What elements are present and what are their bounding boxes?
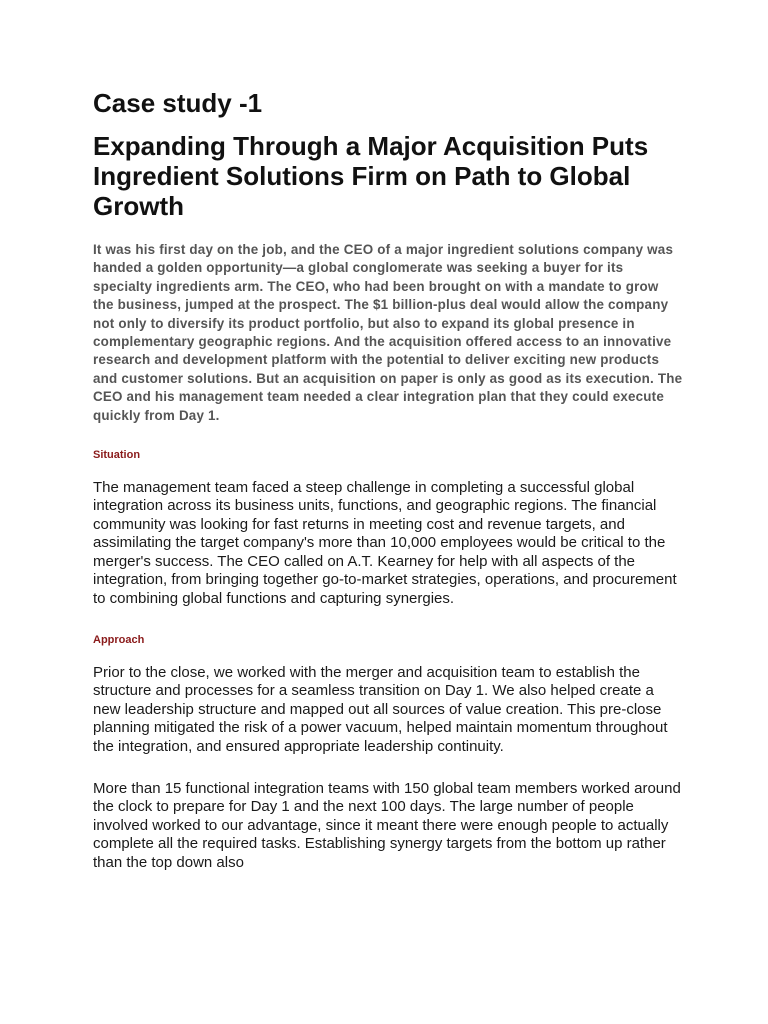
case-study-title: Case study -1: [93, 88, 263, 118]
approach-paragraph-2: More than 15 functional integration teams with 150 global team members worked around the clock to prepare for Day 1 and the next 100 days. The large number of people involved worked to our advantage, since it meant there were enough people to actually complete all the required tasks. Establishing synergy targets from the bottom up rather than the top down also: [93, 779, 681, 871]
lead-paragraph: It was his first day on the job, and the CEO of a major ingredient solutions company was handed a golden opportunity—a global conglomerate was seeking a buyer for its specialty ingredients arm. The CEO, who had been brought on with a mandate to grow the business, jumped at the prospect. The $1 billion-plus deal would allow the company not only to diversify its product portfolio, but also to expand its global presence in complementary geographic regions. And the acquisition offered access to an innovative research and development platform with the potential to deliver exciting new products and customer solutions. But an acquisition on paper is only as good as its execution. The CEO and his management team needed a clear integration plan that they could execute quickly from Day 1.: [93, 242, 683, 423]
document-page: [93, 86, 683, 872]
approach-paragraph-1: Prior to the close, we worked with the merger and acquisition team to establish the structure and processes for a seamless transition on Day 1. We also helped create a new leadership structure and mapped out all sources of value creation. This pre-close planning mitigated the risk of a power vacuum, helped maintain momentum throughout the integration, and ensured appropriate leadership continuity.: [93, 663, 668, 755]
approach-heading: Approach: [93, 633, 145, 646]
situation-paragraph: The management team faced a steep challenge in completing a successful global integration across its business units, functions, and geographic regions. The financial community was looking for fast returns in meeting cost and revenue targets, and assimilating the target company's more than 10,000 employees would be critical to the merger's success. The CEO called on A.T. Kearney for help with all aspects of the integration, from bringing together go-to-market strategies, operations, and procurement to combining global functions and capturing synergies.: [93, 479, 677, 607]
situation-heading: Situation: [93, 449, 141, 462]
article-title: Expanding Through a Major Acquisition Puts Ingredient Solutions Firm on Path to Global Growth: [93, 131, 649, 221]
